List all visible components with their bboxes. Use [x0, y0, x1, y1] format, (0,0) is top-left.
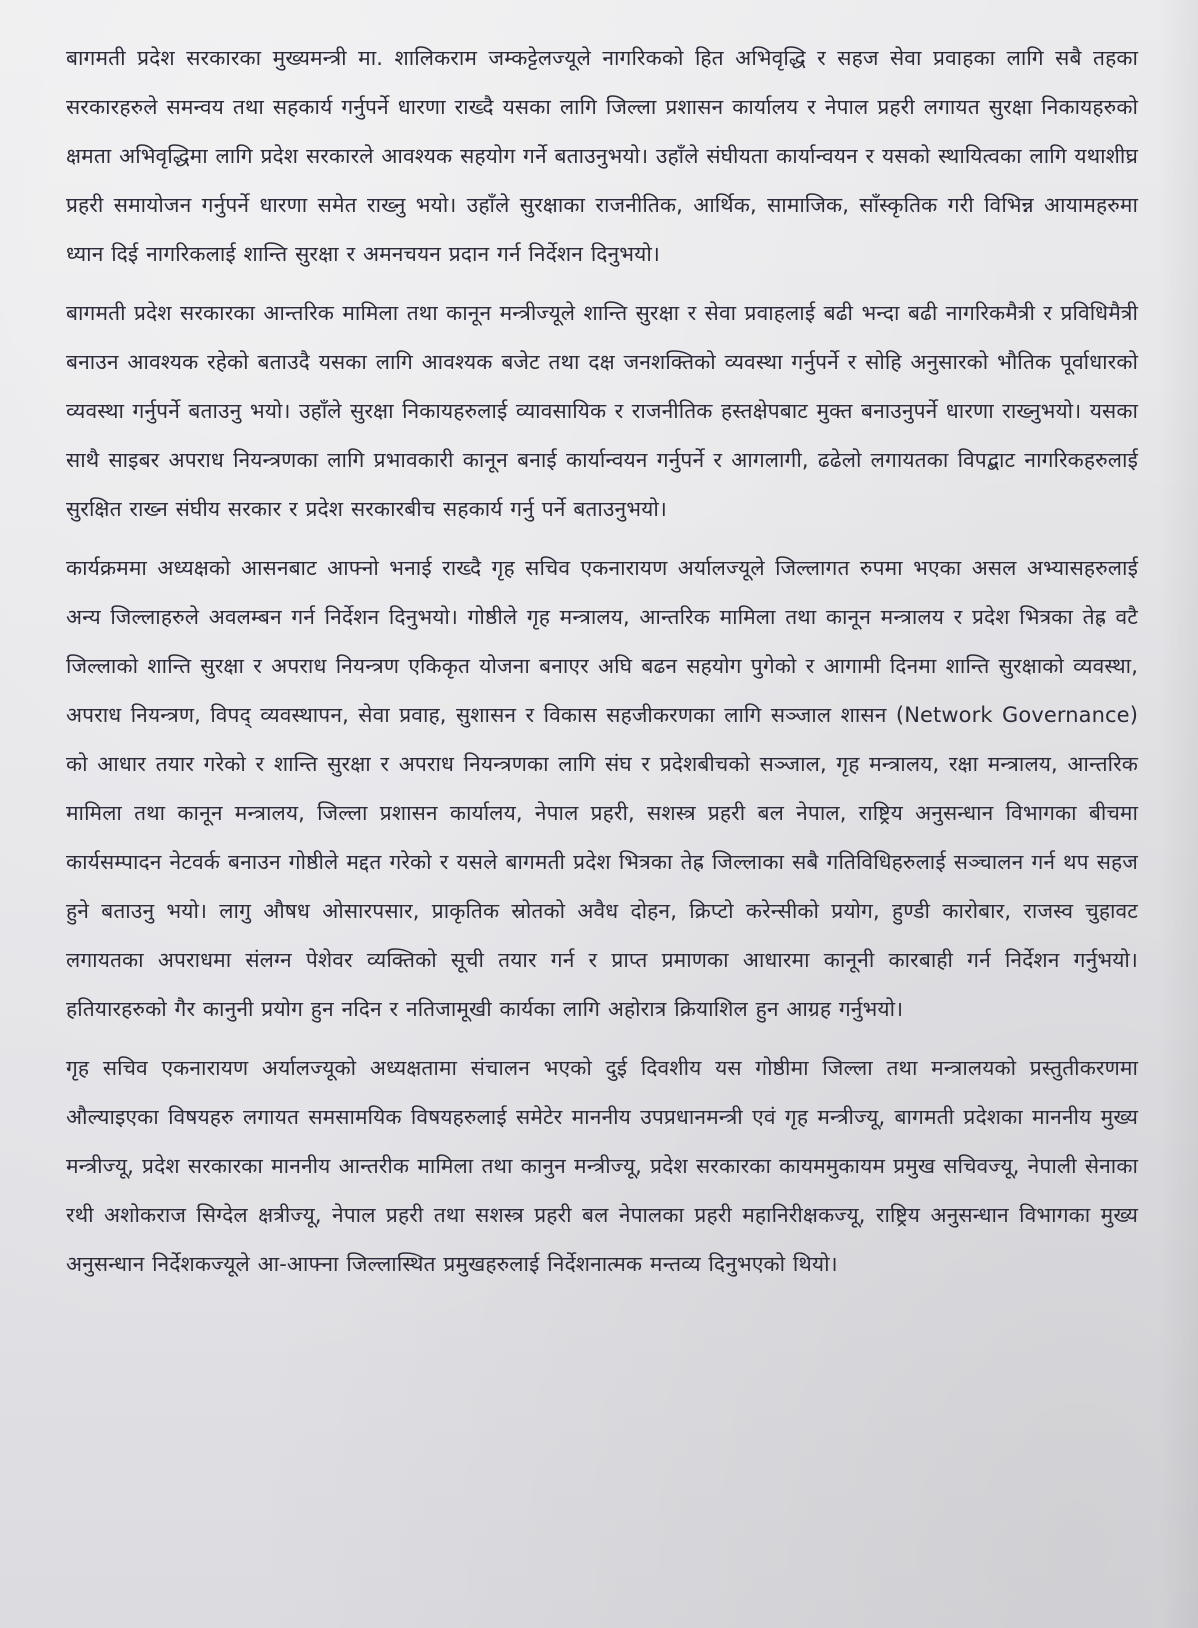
paragraph-home-secretary-remarks: कार्यक्रममा अध्यक्षको आसनबाट आफ्नो भनाई राख्दै गृह सचिव एकनारायण अर्यालज्यूले जिल्लागत रुपमा भएका असल अभ्यासहरुलाई अन्य जिल्लाहरुले अवलम्बन गर्न निर्देशन दिनुभयो। गोष्ठीले गृह मन्त्रालय, आन्तरिक मामिला तथा कानून मन्त्रालय र प्रदेश भित्रका तेह्र वटै जिल्लाको शान्ति सुरक्षा र अपराध नियन्त्रण एकिकृत योजना बनाएर अघि बढन सहयोग पुगेको र आगामी दिनमा शान्ति सुरक्षाको व्यवस्था, अपराध नियन्त्रण, विपद् व्यवस्थापन, सेवा प्रवाह, सुशासन र विकास सहजीकरणका लागि सञ्जाल शासन (Network Governance) को आधार तयार गरेको र शान्ति सुरक्षा र अपराध नियन्त्रणका लागि संघ र प्रदेशबीचको सञ्जाल, गृह मन्त्रालय, रक्षा मन्त्रालय, आन्तरिक मामिला तथा कानून मन्त्रालय, जिल्ला प्रशासन कार्यालय, नेपाल प्रहरी, सशस्त्र प्रहरी बल नेपाल, राष्ट्रिय अनुसन्धान विभागका बीचमा कार्यसम्पादन नेटवर्क बनाउन गोष्ठीले मद्दत गरेको र यसले बागमती प्रदेश भित्रका तेह्र जिल्लाका सबै गतिविधिहरुलाई सञ्चालन गर्न थप सहज हुने बताउनु भयो। लागु औषध ओसारपसार, प्राकृतिक स्रोतको अवैध दोहन, क्रिप्टो करेन्सीको प्रयोग, हुण्डी कारोबार, राजस्व चुहावट लगायतका अपराधमा संलग्न पेशेवर व्यक्तिको सूची तयार गर्न र प्राप्त प्रमाणका आधारमा कानूनी कारबाही गर्न निर्देशन गर्नुभयो। हतियारहरुको गैर कानुनी प्रयोग हुन नदिन र नतिजामूखी कार्यका लागि अहोरात्र क्रियाशिल हुन आग्रह गर्नुभयो। — [66, 556, 1138, 1021]
paragraph-chief-minister: बागमती प्रदेश सरकारका मुख्यमन्त्री मा. शालिकराम जम्कट्टेलज्यूले नागरिकको हित अभिवृद्धि र सहज सेवा प्रवाहका लागि सबै तहका सरकारहरुले समन्वय तथा सहकार्य गर्नुपर्ने धारणा राख्दै यसका लागि जिल्ला प्रशासन कार्यालय र नेपाल प्रहरी लगायत सुरक्षा निकायहरुको क्षमता अभिवृद्धिमा लागि प्रदेश सरकारले आवश्यक सहयोग गर्ने बताउनुभयो। उहाँले संघीयता कार्यान्वयन र यसको स्थायित्वका लागि यथाशीघ्र प्रहरी समायोजन गर्नुपर्ने धारणा समेत राख्नु भयो। उहाँले सुरक्षाका राजनीतिक, आर्थिक, सामाजिक, साँस्कृतिक गरी विभिन्न आयामहरुमा ध्यान दिई नागरिकलाई शान्ति सुरक्षा र अमनचयन प्रदान गर्न निर्देशन दिनुभयो। — [66, 46, 1138, 266]
paragraph-seminar-summary: गृह सचिव एकनारायण अर्यालज्यूको अध्यक्षतामा संचालन भएको दुई दिवशीय यस गोष्ठीमा जिल्ला तथा मन्त्रालयको प्रस्तुतीकरणमा औल्याइएका विषयहरु लगायत समसामयिक विषयहरुलाई समेटेर माननीय उपप्रधानमन्त्री एवं गृह मन्त्रीज्यू, बागमती प्रदेशका माननीय मुख्य मन्त्रीज्यू, प्रदेश सरकारका माननीय आन्तरीक मामिला तथा कानुन मन्त्रीज्यू, प्रदेश सरकारका कायममुकायम प्रमुख सचिवज्यू, नेपाली सेनाका रथी अशोकराज सिग्देल क्षत्रीज्यू, नेपाल प्रहरी तथा सशस्त्र प्रहरी बल नेपालका प्रहरी महानिरीक्षकज्यू, राष्ट्रिय अनुसन्धान विभागका मुख्य अनुसन्धान निर्देशकज्यूले आ-आफ्ना जिल्लास्थित प्रमुखहरुलाई निर्देशनात्मक मन्तव्य दिनुभएको थियो। — [66, 1056, 1138, 1276]
paragraph-internal-affairs-minister: बागमती प्रदेश सरकारका आन्तरिक मामिला तथा कानून मन्त्रीज्यूले शान्ति सुरक्षा र सेवा प्रवाहलाई बढी भन्दा बढी नागरिकमैत्री र प्रविधिमैत्री बनाउन आवश्यक रहेको बताउदै यसका लागि आवश्यक बजेट तथा दक्ष जनशक्तिको व्यवस्था गर्नुपर्ने र सोहि अनुसारको भौतिक पूर्वाधारको व्यवस्था गर्नुपर्ने बताउनु भयो। उहाँले सुरक्षा निकायहरुलाई व्यावसायिक र राजनीतिक हस्तक्षेपबाट मुक्त बनाउनुपर्ने धारणा राख्नुभयो। यसका साथै साइबर अपराध नियन्त्रणका लागि प्रभावकारी कानून बनाई कार्यान्वयन गर्नुपर्ने र आगलागी, ढढेलो लगायतका विपद्बाट नागरिकहरुलाई सुरक्षित राख्न संघीय सरकार र प्रदेश सरकारबीच सहकार्य गर्नु पर्ने बताउनुभयो। — [66, 301, 1138, 521]
